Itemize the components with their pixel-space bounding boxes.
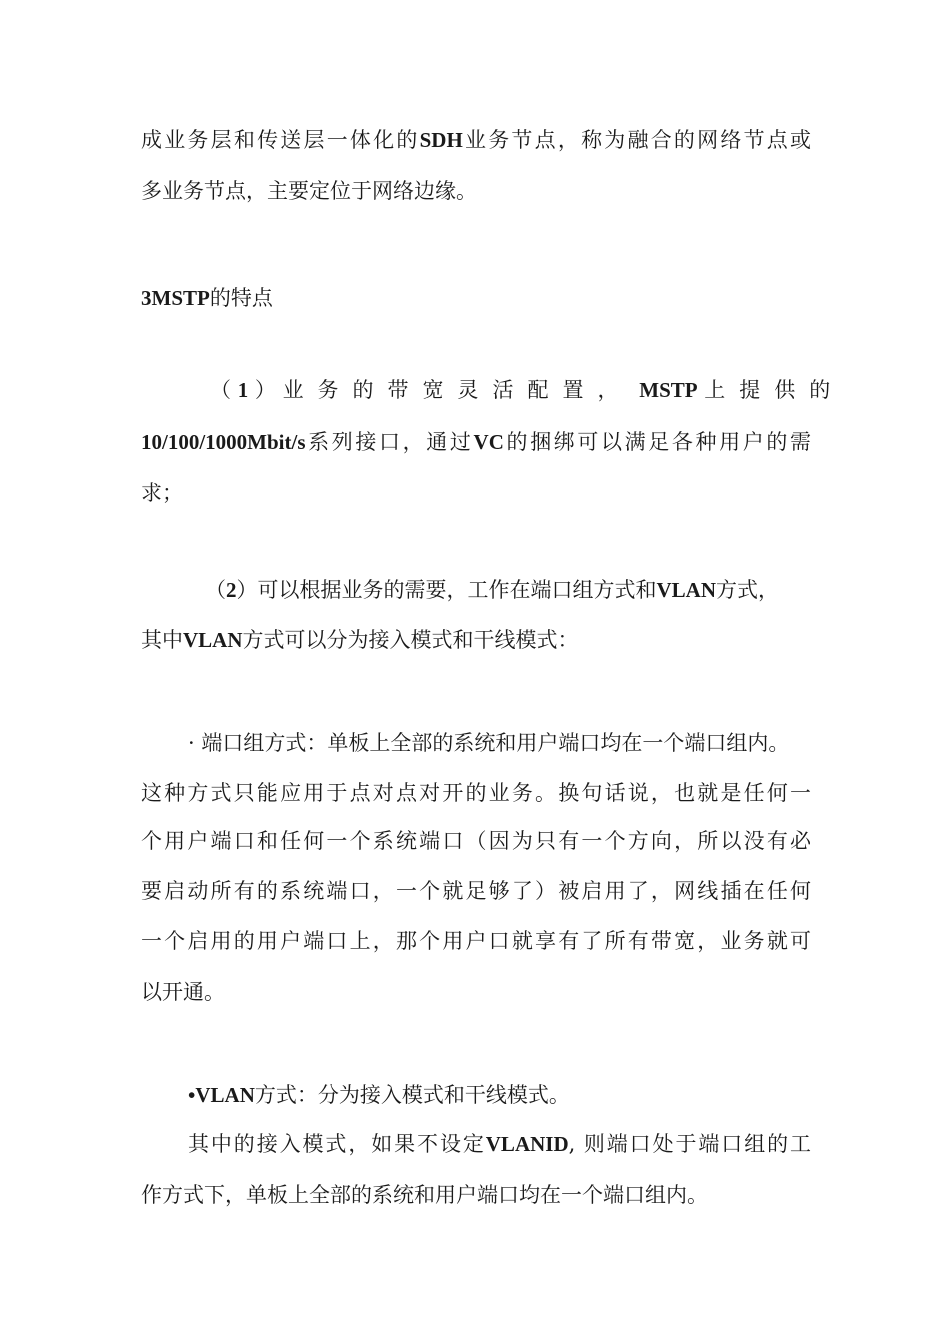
- item1-line-2: [141, 427, 811, 457]
- section-heading-text: 的特点: [209, 286, 273, 310]
- port-group-line-5: 一个启用的用户端口上，那个用户口就享有了所有带宽，业务就可: [141, 929, 811, 953]
- item1-mstp-term: MSTP: [639, 378, 698, 402]
- intro-text-c: 业务节点，称为融合的网络节点或: [462, 128, 812, 152]
- item2-vlan-term: VLAN: [656, 578, 717, 602]
- item2-number: 2: [226, 578, 237, 602]
- item2-open-paren: （: [205, 578, 226, 602]
- item2-line1-a: 可以根据业务的需要，工作在端口组方式和: [257, 578, 657, 602]
- vlan-line-1: [188, 1080, 858, 1110]
- vlan-line-2: [188, 1129, 811, 1159]
- item1-text: 业务的带宽灵活配置，: [282, 378, 633, 402]
- item2-line1-c: 方式，: [716, 578, 780, 602]
- vlan-term: •VLAN: [188, 1083, 255, 1107]
- port-group-line-3: 个用户端口和任何一个系统端口（因为只有一个方向，所以没有必: [141, 829, 811, 853]
- intro-sdh-term: SDH: [419, 128, 463, 152]
- item1-close-paren: ）: [254, 378, 276, 402]
- port-group-line-4: 要启动所有的系统端口，一个就足够了）被启用了，网线插在任何: [141, 879, 811, 903]
- item1-line2-d: 的捆绑可以满足各种用户的需: [503, 430, 812, 454]
- item1-line-3: 求；: [141, 481, 183, 505]
- vlan-id-term: VLANID: [485, 1132, 569, 1156]
- item1-line2-b: 系列接口，通过: [305, 430, 474, 454]
- item2-close-paren: ）: [236, 578, 258, 602]
- intro-text-a: 成业务层和传送层一体化的: [141, 128, 420, 152]
- section-heading-number: 3MSTP: [141, 286, 210, 310]
- item1-speed-term: 10/100/1000Mbit/s: [141, 430, 306, 454]
- section-heading: [141, 283, 811, 313]
- item2-line-2: [141, 625, 811, 655]
- item1-number: 1: [237, 378, 249, 402]
- item1-vc-term: VC: [473, 430, 504, 454]
- port-group-line-6: 以开通。: [141, 980, 225, 1004]
- item2-line2-a: 其中: [141, 628, 183, 652]
- port-group-line-2: 这种方式只能应用于点对点对开的业务。换句话说，也就是任何一: [141, 781, 811, 805]
- item2-line2-vlan-term: VLAN: [183, 628, 243, 652]
- vlan-line2-c: , 则端口处于端口组的工: [568, 1132, 812, 1156]
- vlan-line2-a: 其中的接入模式，如果不设定: [188, 1132, 486, 1156]
- item1-line-1: [210, 375, 845, 405]
- intro-line-2: 多业务节点，主要定位于网络边缘。: [141, 179, 477, 203]
- vlan-line1-b: 方式：分为接入模式和干线模式。: [254, 1083, 570, 1107]
- item1-rest: 上提供的: [704, 378, 845, 402]
- item2-line2-c: 方式可以分为接入模式和干线模式：: [242, 628, 579, 652]
- vlan-line-3: 作方式下，单板上全部的系统和用户端口均在一个端口组内。: [141, 1183, 708, 1207]
- item2-line-1: [205, 575, 825, 605]
- port-group-line-1: · 端口组方式：单板上全部的系统和用户端口均在一个端口组内。: [188, 731, 790, 755]
- intro-line-1: [141, 125, 811, 155]
- item1-open-paren: （: [210, 378, 231, 402]
